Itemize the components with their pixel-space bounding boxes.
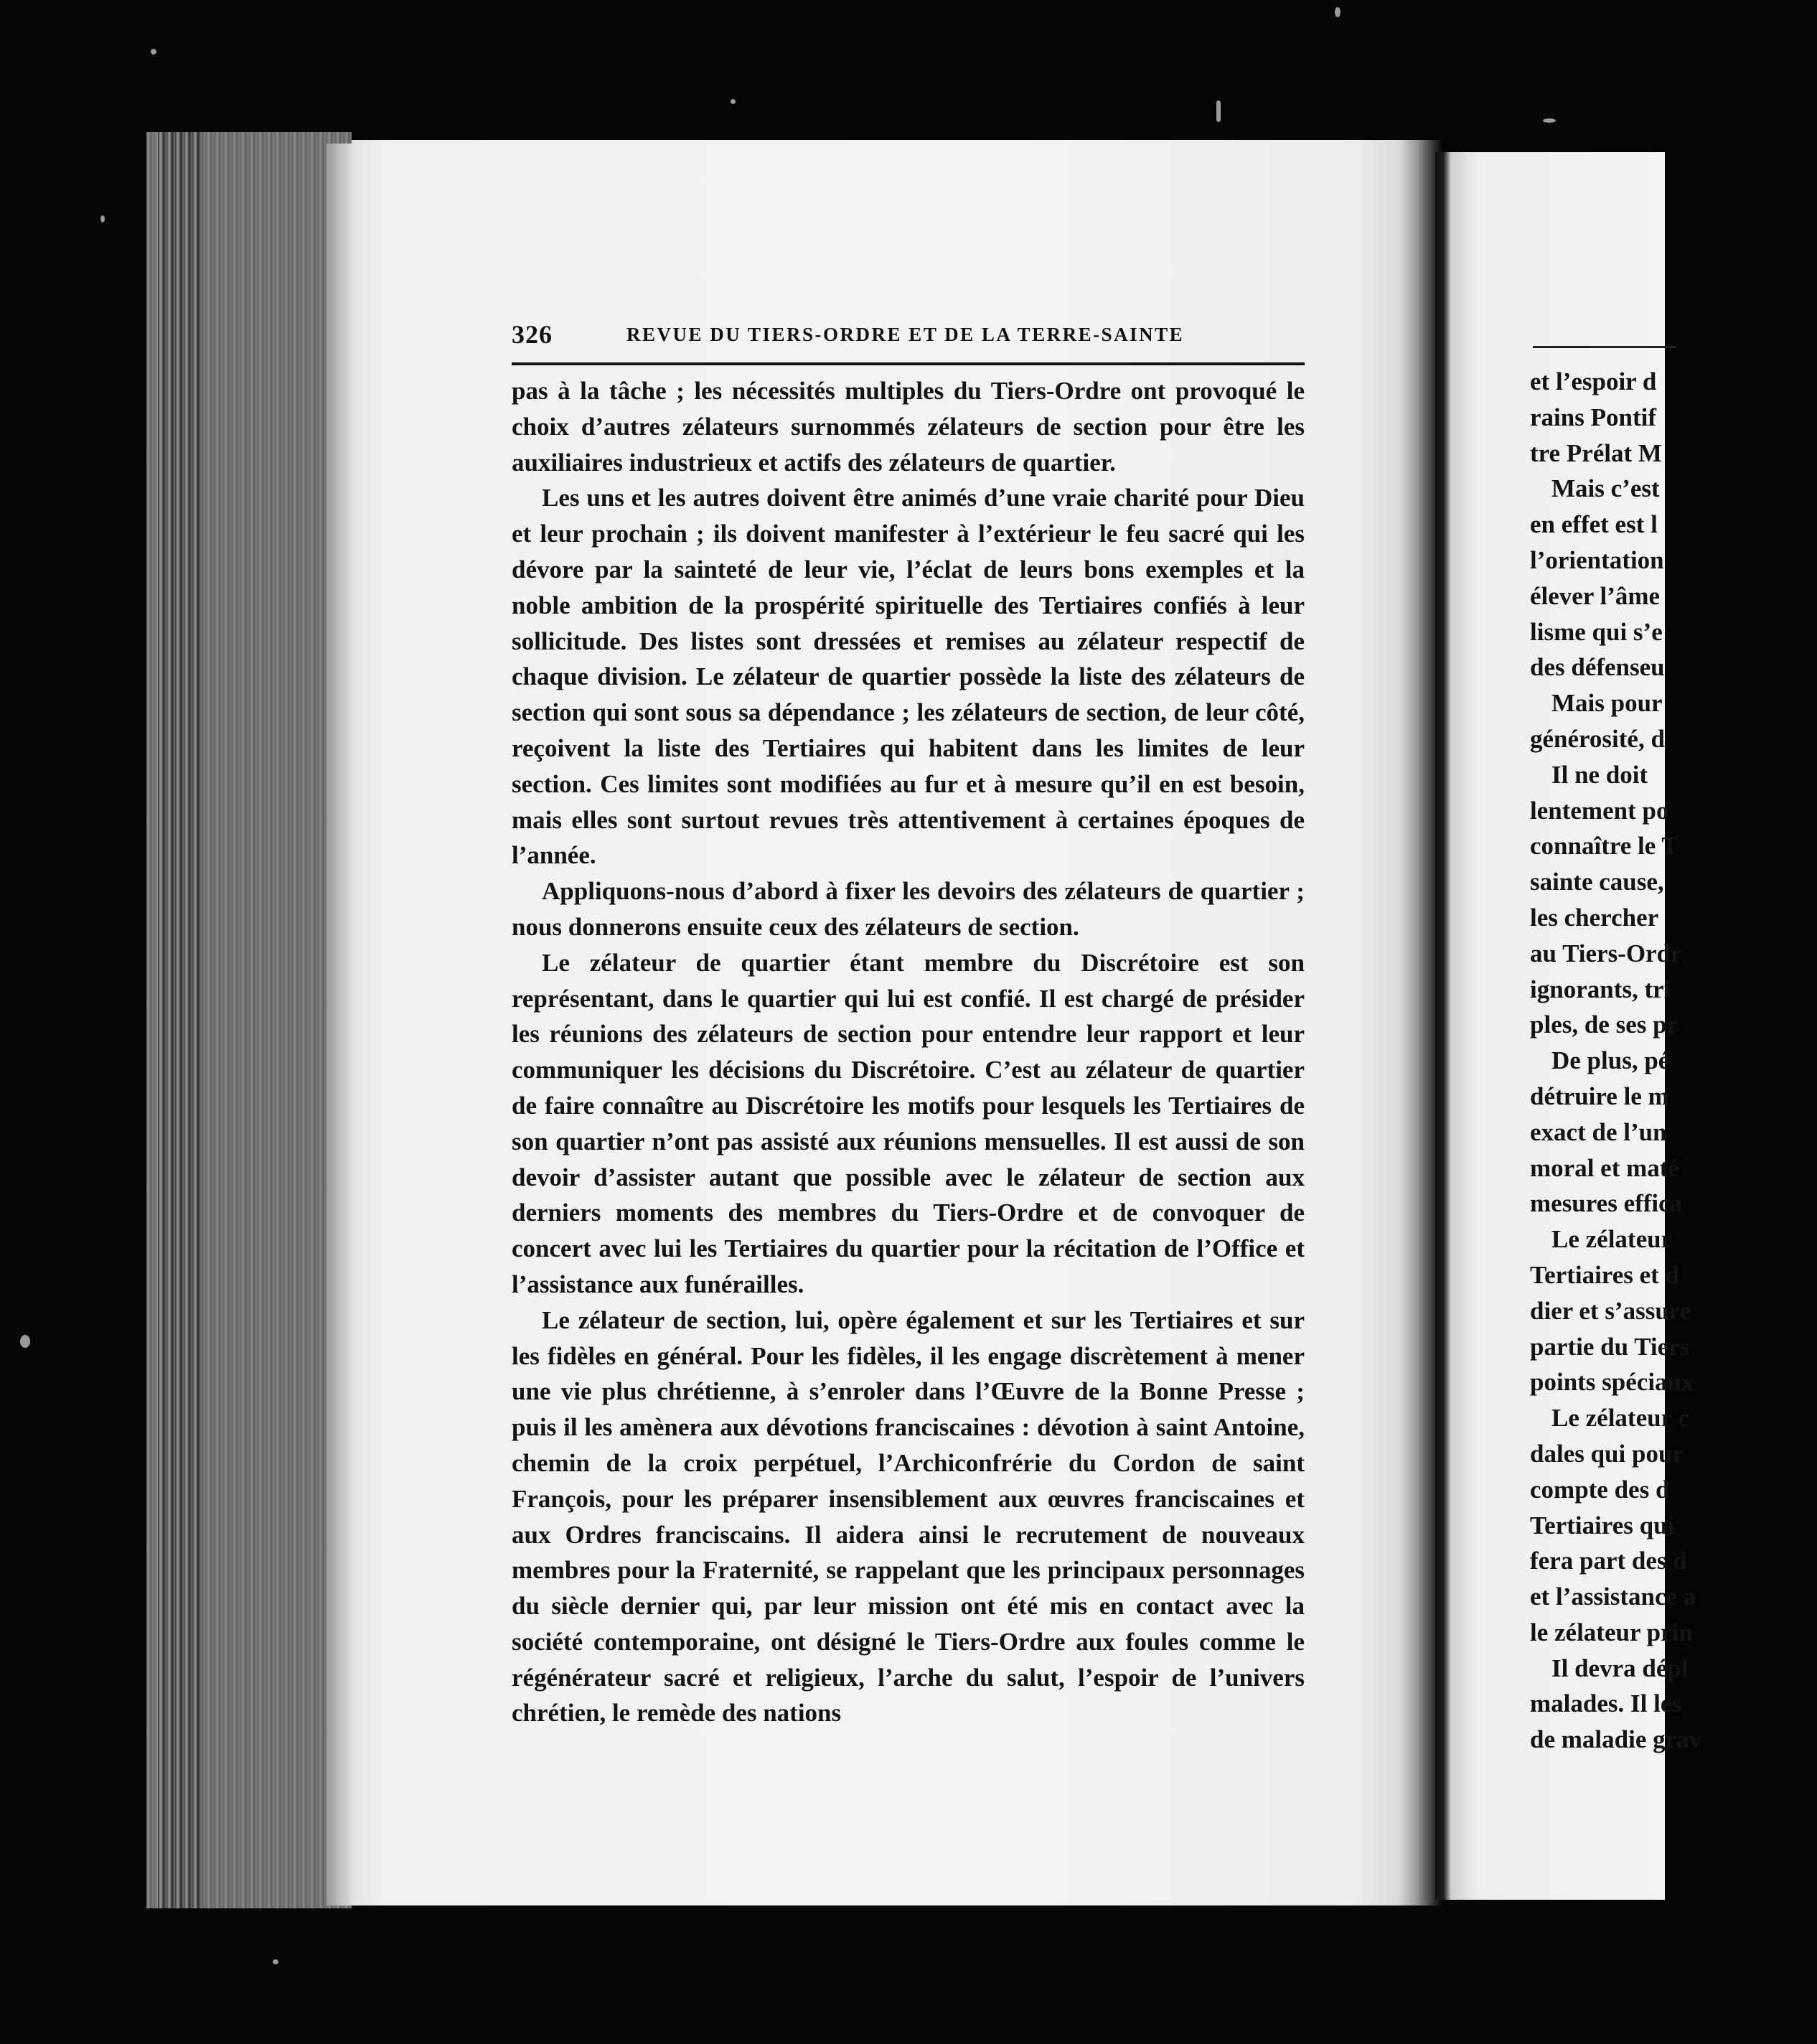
text-line: détruire le m: [1530, 1082, 1669, 1110]
dust-speck: [273, 1959, 278, 1964]
text-line: lisme qui s’e: [1530, 617, 1663, 646]
text-line: malades. Il les: [1530, 1689, 1681, 1718]
text-line: mesures effica: [1530, 1189, 1683, 1218]
page-edge-highlight: [327, 144, 355, 1905]
page-number: 326: [512, 320, 553, 349]
paragraph: pas à la tâche ; les nécessités multiples du Tiers-Ordre ont provoqué le choix d’autres zélateurs surnommés zélateurs de section pour être les auxiliaires industrieux et actifs des zélateurs de quartier.: [512, 377, 1305, 477]
text-line: fera part des d: [1530, 1547, 1687, 1575]
text-line: générosité, d: [1530, 724, 1665, 753]
text-line: en effet est l: [1530, 510, 1658, 539]
running-head: REVUE DU TIERS-ORDRE ET DE LA TERRE-SAINTE: [626, 324, 1185, 345]
text-line: De plus, pé: [1551, 1046, 1670, 1075]
text-line: l’orientation: [1530, 545, 1664, 574]
text-line: Tertiaires et d: [1530, 1260, 1680, 1289]
text-line: de maladie grav: [1530, 1725, 1702, 1754]
text-line: moral et maté: [1530, 1153, 1679, 1182]
text-line: dier et s’assure: [1530, 1296, 1691, 1325]
text-line: ples, de ses pr: [1530, 1011, 1679, 1039]
page-header: [512, 319, 1305, 365]
text-line: dales qui pour: [1530, 1439, 1684, 1468]
text-line: lentement po: [1530, 796, 1669, 825]
text-line: les chercher: [1530, 903, 1659, 932]
dust-speck: [100, 215, 105, 222]
paragraph: Le zélateur de quartier étant membre du Discrétoire est son représentant, dans le quartier qui lui est confié. Il est chargé de présider les réunions des zélateurs de section pour entendre leur rapport et leur communiquer les décisions du Discrétoire. C’est au zélateur de quartier de faire connaître au Discrétoire les motifs pour lesquels les Tertiaires de son quartier n’ont pas assisté aux réunions mensuelles. Il est aussi de son devoir d’assister autant que possible avec le zélateur de section aux derniers moments des membres du Tiers-Ordre et de convoquer de concert avec lui les Tertiaires du quartier pour la récitation de l’Office et l’assistance aux funérailles.: [512, 948, 1305, 1298]
page-edge-shadow: [158, 132, 201, 1908]
paragraph: Le zélateur de section, lui, opère également et sur les Tertiaires et sur les fidèles en général. Pour les fidèles, il les engage discrètement à mener une vie plus chrétienne, à s’enroler dans l’Œuvre de la Bonne Presse ; puis il les amènera aux dévotions franciscaines : dévotion à saint Antoine, chemin de la croix perpétuel, l’Archiconfrérie du Cordon de saint François, pour les préparer insensiblement aux œuvres franciscaines et aux Ordres franciscains. Il aidera ainsi le recrutement de nouveaux membres pour la Fraternité, se rappelant que les principaux personnages du siècle dernier qui, par leur mission ont été mis en contact avec la société contemporaine, ont désigné le Tiers-Ordre aux foules comme le régénérateur sacré et religieux, l’arche du salut, l’espoir de l’univers chrétien, le remède des nations: [512, 1305, 1305, 1727]
dust-speck: [1543, 118, 1556, 123]
text-line: élever l’âme: [1530, 581, 1661, 610]
dust-speck: [151, 49, 156, 55]
text-line: des défenseu: [1530, 653, 1665, 682]
text-line: Mais c’est: [1551, 474, 1660, 503]
text-line: Il devra dépl: [1551, 1654, 1689, 1682]
dust-speck: [731, 99, 736, 104]
paragraph: Les uns et les autres doivent être animés d’une vraie charité pour Dieu et leur prochain ; ils doivent manifester à l’extérieur le feu sacré qui les dévore par la sainteté de leur vie, l’éclat de leurs bons exemples et la noble ambition de la prospérité spirituelle des Tertiaires confiés à leur sollicitude. Des listes sont dressées et remises au zélateur respectif de chaque division. Le zélateur de quartier possède la liste des zélateurs de section qui sont sous sa dépendance ; les zélateurs de section, de leur côté, reçoivent la liste des Tertiaires qui habitent dans les limites de leur section. Ces limites sont modifiées au fur et à mesure qu’il en est besoin, mais elles sont surtout revues très attentivement à certaines époques de l’année.: [512, 484, 1305, 870]
text-line: sainte cause,: [1530, 868, 1664, 896]
right-page: [1435, 152, 1702, 1900]
text-line: au Tiers-Ordr: [1530, 939, 1682, 967]
dust-speck: [1335, 7, 1341, 17]
text-line: partie du Tiers: [1530, 1332, 1690, 1361]
dust-speck: [20, 1335, 30, 1348]
text-line: rains Pontif: [1530, 403, 1656, 431]
header-rule: [1533, 346, 1676, 348]
text-line: exact de l’un: [1530, 1117, 1667, 1146]
text-line: et l’assistance a: [1530, 1583, 1696, 1611]
dust-speck: [1216, 100, 1221, 122]
body-text: [512, 373, 1305, 1731]
text-line: tre Prélat M: [1530, 439, 1662, 467]
text-line: Mais pour: [1551, 689, 1663, 718]
text-line: points spéciaux: [1530, 1368, 1694, 1397]
text-line: Tertiaires qui: [1530, 1511, 1675, 1539]
text-line: Le zélateur: [1551, 1225, 1673, 1254]
right-page-text: [1530, 364, 1817, 1758]
text-line: le zélateur prin: [1530, 1618, 1693, 1646]
text-line: Le zélateur c: [1551, 1404, 1689, 1433]
text-line: Il ne doit: [1551, 760, 1648, 789]
text-line: ignorants, tri: [1530, 975, 1671, 1003]
text-line: compte des d: [1530, 1475, 1670, 1504]
text-line: et l’espoir d: [1530, 367, 1657, 395]
text-line: connaître le T: [1530, 832, 1679, 861]
paragraph: Appliquons-nous d’abord à fixer les devoirs des zélateurs de quartier ; nous donnerons ensuite ceux des zélateurs de section.: [512, 877, 1305, 941]
